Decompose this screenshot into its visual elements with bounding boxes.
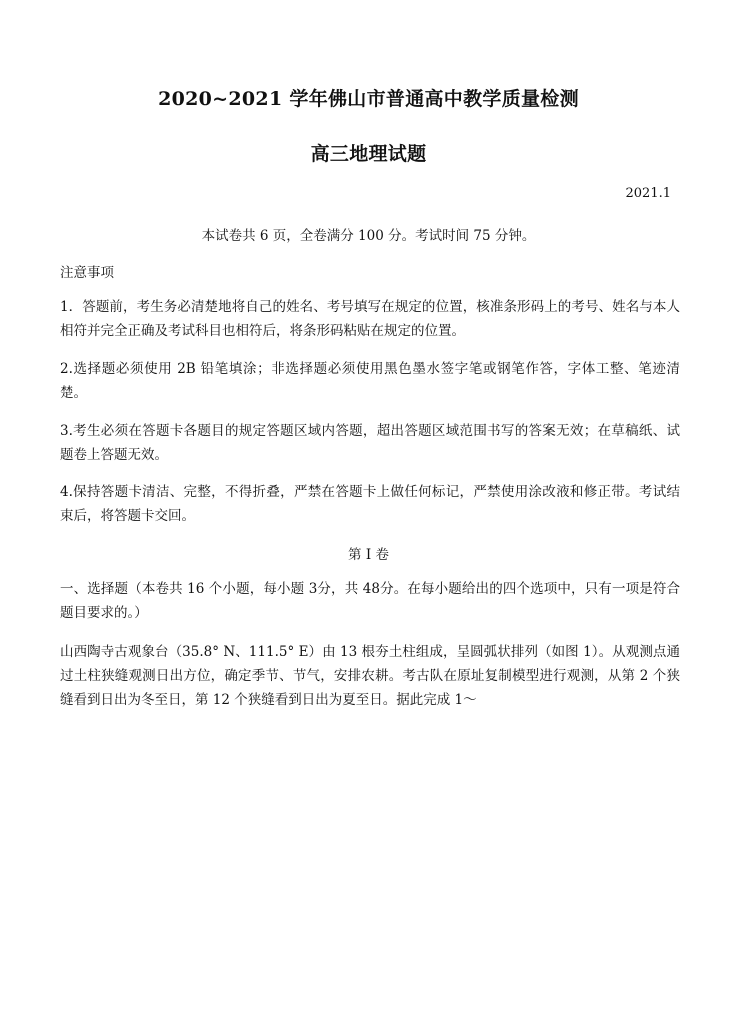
notice-item-2: 2.选择题必须使用 2B 铅笔填涂；非选择题必须使用黑色墨水签字笔或钢笔作答，字体工整、笔迹清楚。 xyxy=(60,361,680,401)
exam-date: 2021.1 xyxy=(625,186,671,201)
exam-info: 本试卷共 6 页，全卷满分 100 分。考试时间 75 分钟。 xyxy=(201,228,536,244)
notice-heading: 注意事项 xyxy=(60,265,114,281)
exam-subtitle: 高三地理试题 xyxy=(310,143,427,165)
exam-title: 2020~2021 学年佛山市普通高中教学质量检测 xyxy=(158,88,579,110)
notice-item-4: 4.保持答题卡清洁、完整，不得折叠，严禁在答题卡上做任何标记，严禁使用涂改液和修正带。考试结束后，将答题卡交回。 xyxy=(60,484,680,524)
notice-item-1: 1．答题前，考生务必清楚地将自己的姓名、考号填写在规定的位置，核准条形码上的考号、姓名与本人相符并完全正确及考试科目也相符后，将条形码粘贴在规定的位置。 xyxy=(60,299,680,339)
part-title: 第 I 卷 xyxy=(348,547,389,563)
section-heading: 一、选择题（本卷共 16 个小题，每小题 3分，共 48分。在每小题给出的四个选项中，只有一项是符合题目要求的。） xyxy=(60,581,680,621)
question-intro: 山西陶寺古观象台（35.8° N、111.5° E）由 13 根夯土柱组成，呈圆弧状排列（如图 1）。从观测点通过土柱狭缝观测日出方位，确定季节、节气，安排农耕。考古队在原址复制模型进行观测，从第 2 个狭缝看到日出为冬至日，第 12 个狭缝看到日出为夏至日。据此完成 1～ xyxy=(60,644,680,708)
notice-item-3: 3.考生必须在答题卡各题目的规定答题区域内答题，超出答题区域范围书写的答案无效；在草稿纸、试题卷上答题无效。 xyxy=(60,423,680,463)
